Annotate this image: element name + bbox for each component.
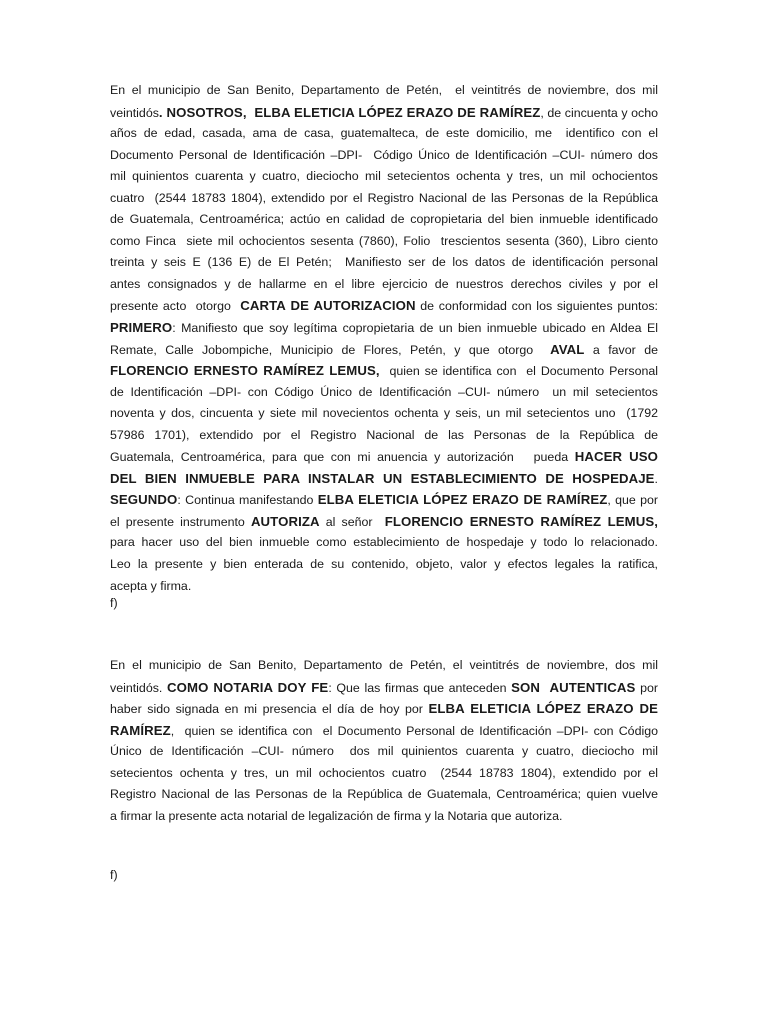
notary-legalization-paragraph [110, 655, 658, 827]
bold-text: HACER USO [574, 449, 658, 465]
body-text: , quien se identifica con el Documento Personal de Identificación –DPI- con Código [170, 723, 658, 738]
body-text: años de edad, casada, ama de casa, guatemalteca, de este domicilio, me identifico con el [110, 126, 658, 141]
bold-text: PRIMERO [110, 320, 173, 336]
text-line [110, 80, 658, 102]
body-text: : Continua manifestando [177, 493, 318, 508]
bold-text: SON AUTENTICAS [511, 679, 636, 695]
text-line [110, 741, 658, 763]
body-text: En el municipio de San Benito, Departamento de Petén, el veintitrés de noviembre, dos mil [110, 83, 658, 97]
body-text: por [635, 680, 658, 695]
text-line [110, 145, 658, 167]
body-text: haber sido signada en mi presencia el día de hoy por [110, 702, 429, 717]
body-text: Remate, Calle Jobompiche, Municipio de Flores, Petén, y que otorgo [110, 342, 551, 357]
authorization-paragraph [110, 80, 658, 597]
bold-text: ELBA ELETICIA LÓPEZ ERAZO DE [428, 701, 659, 717]
body-text: 57986 1701), extendido por el Registro Nacional de las Personas de la República de [110, 427, 658, 442]
text-line [110, 102, 658, 124]
bold-text: CARTA DE AUTORIZACION [240, 298, 416, 314]
text-line [110, 274, 658, 296]
body-text: Leo la presente y bien enterada de su contenido, objeto, valor y efectos legales la ratifica, [110, 557, 658, 572]
text-line [110, 123, 658, 145]
text-line [110, 339, 658, 361]
bold-text: COMO NOTARIA DOY FE [167, 679, 329, 695]
body-text: noventa y dos, cincuenta y siete mil novecientos ochenta y seis, un mil setecientos uno (1792 [110, 406, 658, 421]
text-line [110, 209, 658, 231]
bold-text: SEGUNDO [110, 492, 178, 508]
text-line [110, 784, 658, 806]
bold-text: FLORENCIO ERNESTO RAMÍREZ LEMUS, [110, 363, 380, 379]
body-text: presente acto otorgo [110, 299, 241, 314]
body-text: de conformidad con los siguientes puntos: [415, 299, 658, 314]
text-line [110, 532, 658, 554]
signature-line-2: f) [110, 868, 118, 882]
body-text: Único de Identificación –CUI- número dos mil quinientos cuarenta y cuatro, dieciocho mil [110, 744, 658, 759]
signature-line-1: f) [110, 596, 118, 610]
bold-text: DEL BIEN INMUEBLE PARA INSTALAR UN ESTABLECIMIENTO DE HOSPEDAJE [110, 470, 655, 486]
text-line [110, 382, 658, 404]
body-text: acepta y firma. [110, 578, 192, 593]
text-line [110, 252, 658, 274]
text-line [110, 489, 658, 511]
text-line [110, 698, 658, 720]
body-text: de Identificación –DPI- con Código Único de Identificación –CUI- número un mil setecientos [110, 384, 658, 399]
text-line [110, 403, 658, 425]
body-text: a firmar la presente acta notarial de legalización de firma y la Notaria que autoriza. [110, 808, 563, 823]
body-text: Documento Personal de Identificación –DPI- Código Único de Identificación –CUI- número dos [110, 147, 658, 162]
text-line [110, 468, 658, 490]
text-line [110, 188, 658, 210]
body-text: el presente instrumento [110, 514, 251, 529]
bold-text: AVAL [550, 341, 585, 357]
body-text: En el municipio de San Benito, Departamento de Petén, el veintitrés de noviembre, dos mil [110, 658, 658, 672]
body-text: . [654, 471, 658, 486]
text-line [110, 576, 658, 598]
bold-text: ELBA ELETICIA LÓPEZ ERAZO DE RAMÍREZ [317, 492, 608, 508]
body-text: a favor de [584, 342, 658, 357]
text-line [110, 806, 658, 828]
body-text: cuatro (2544 18783 1804), extendido por el Registro Nacional de las Personas de la República [110, 190, 658, 205]
body-text: de Guatemala, Centroamérica; actúo en calidad de copropietaria del bien inmueble identificado [110, 212, 658, 227]
body-text: quien se identifica con el Documento Personal [379, 364, 658, 379]
body-text: , de cincuenta y ocho [540, 105, 658, 120]
bold-text: AUTORIZA [250, 513, 320, 529]
text-line [110, 231, 658, 253]
body-text: para hacer uso del bien inmueble como establecimiento de hospedaje y todo lo relacionado. [110, 535, 658, 550]
text-line [110, 677, 658, 699]
body-text: al señor [319, 514, 385, 529]
text-line [110, 425, 658, 447]
text-line [110, 554, 658, 576]
text-line [110, 295, 658, 317]
text-line [110, 511, 658, 533]
body-text: Guatemala, Centroamérica, para que con mi anuencia y autorización pueda [110, 450, 575, 465]
text-line [110, 763, 658, 785]
text-line [110, 360, 658, 382]
body-text: : Que las firmas que anteceden [328, 680, 512, 695]
body-text: treinta y seis E (136 E) de El Petén; Manifiesto ser de los datos de identificación personal [110, 255, 658, 270]
body-text: como Finca siete mil ochocientos sesenta (7860), Folio trescientos sesenta (360), Libro ciento [110, 233, 658, 248]
body-text: mil quinientos cuarenta y cuatro, dieciocho mil setecientos ochenta y tres, un mil ochocientos [110, 169, 658, 184]
text-line [110, 446, 658, 468]
body-text: Registro Nacional de las Personas de la República de Guatemala, Centroamérica; quien vuelve [110, 787, 658, 802]
body-text: setecientos ochenta y tres, un mil ochocientos cuatro (2544 18783 1804), extendido por el [110, 765, 658, 780]
bold-text: RAMÍREZ [110, 722, 171, 738]
bold-text: FLORENCIO ERNESTO RAMÍREZ LEMUS, [384, 513, 658, 529]
text-line [110, 720, 658, 742]
body-text: : Manifiesto que soy legítima copropietaria de un bien inmueble ubicado en Aldea El [172, 321, 658, 336]
text-line [110, 166, 658, 188]
bold-text: . NOSOTROS, ELBA ELETICIA LÓPEZ ERAZO DE RAMÍREZ [158, 104, 541, 120]
body-text: antes consignados y de hallarme en el libre ejercicio de nuestros derechos civiles y por el [110, 276, 658, 291]
body-text: veintidós. [110, 680, 167, 695]
text-line [110, 317, 658, 339]
text-line [110, 655, 658, 677]
body-text: , que por [607, 493, 658, 508]
body-text: veintidós [110, 105, 159, 120]
